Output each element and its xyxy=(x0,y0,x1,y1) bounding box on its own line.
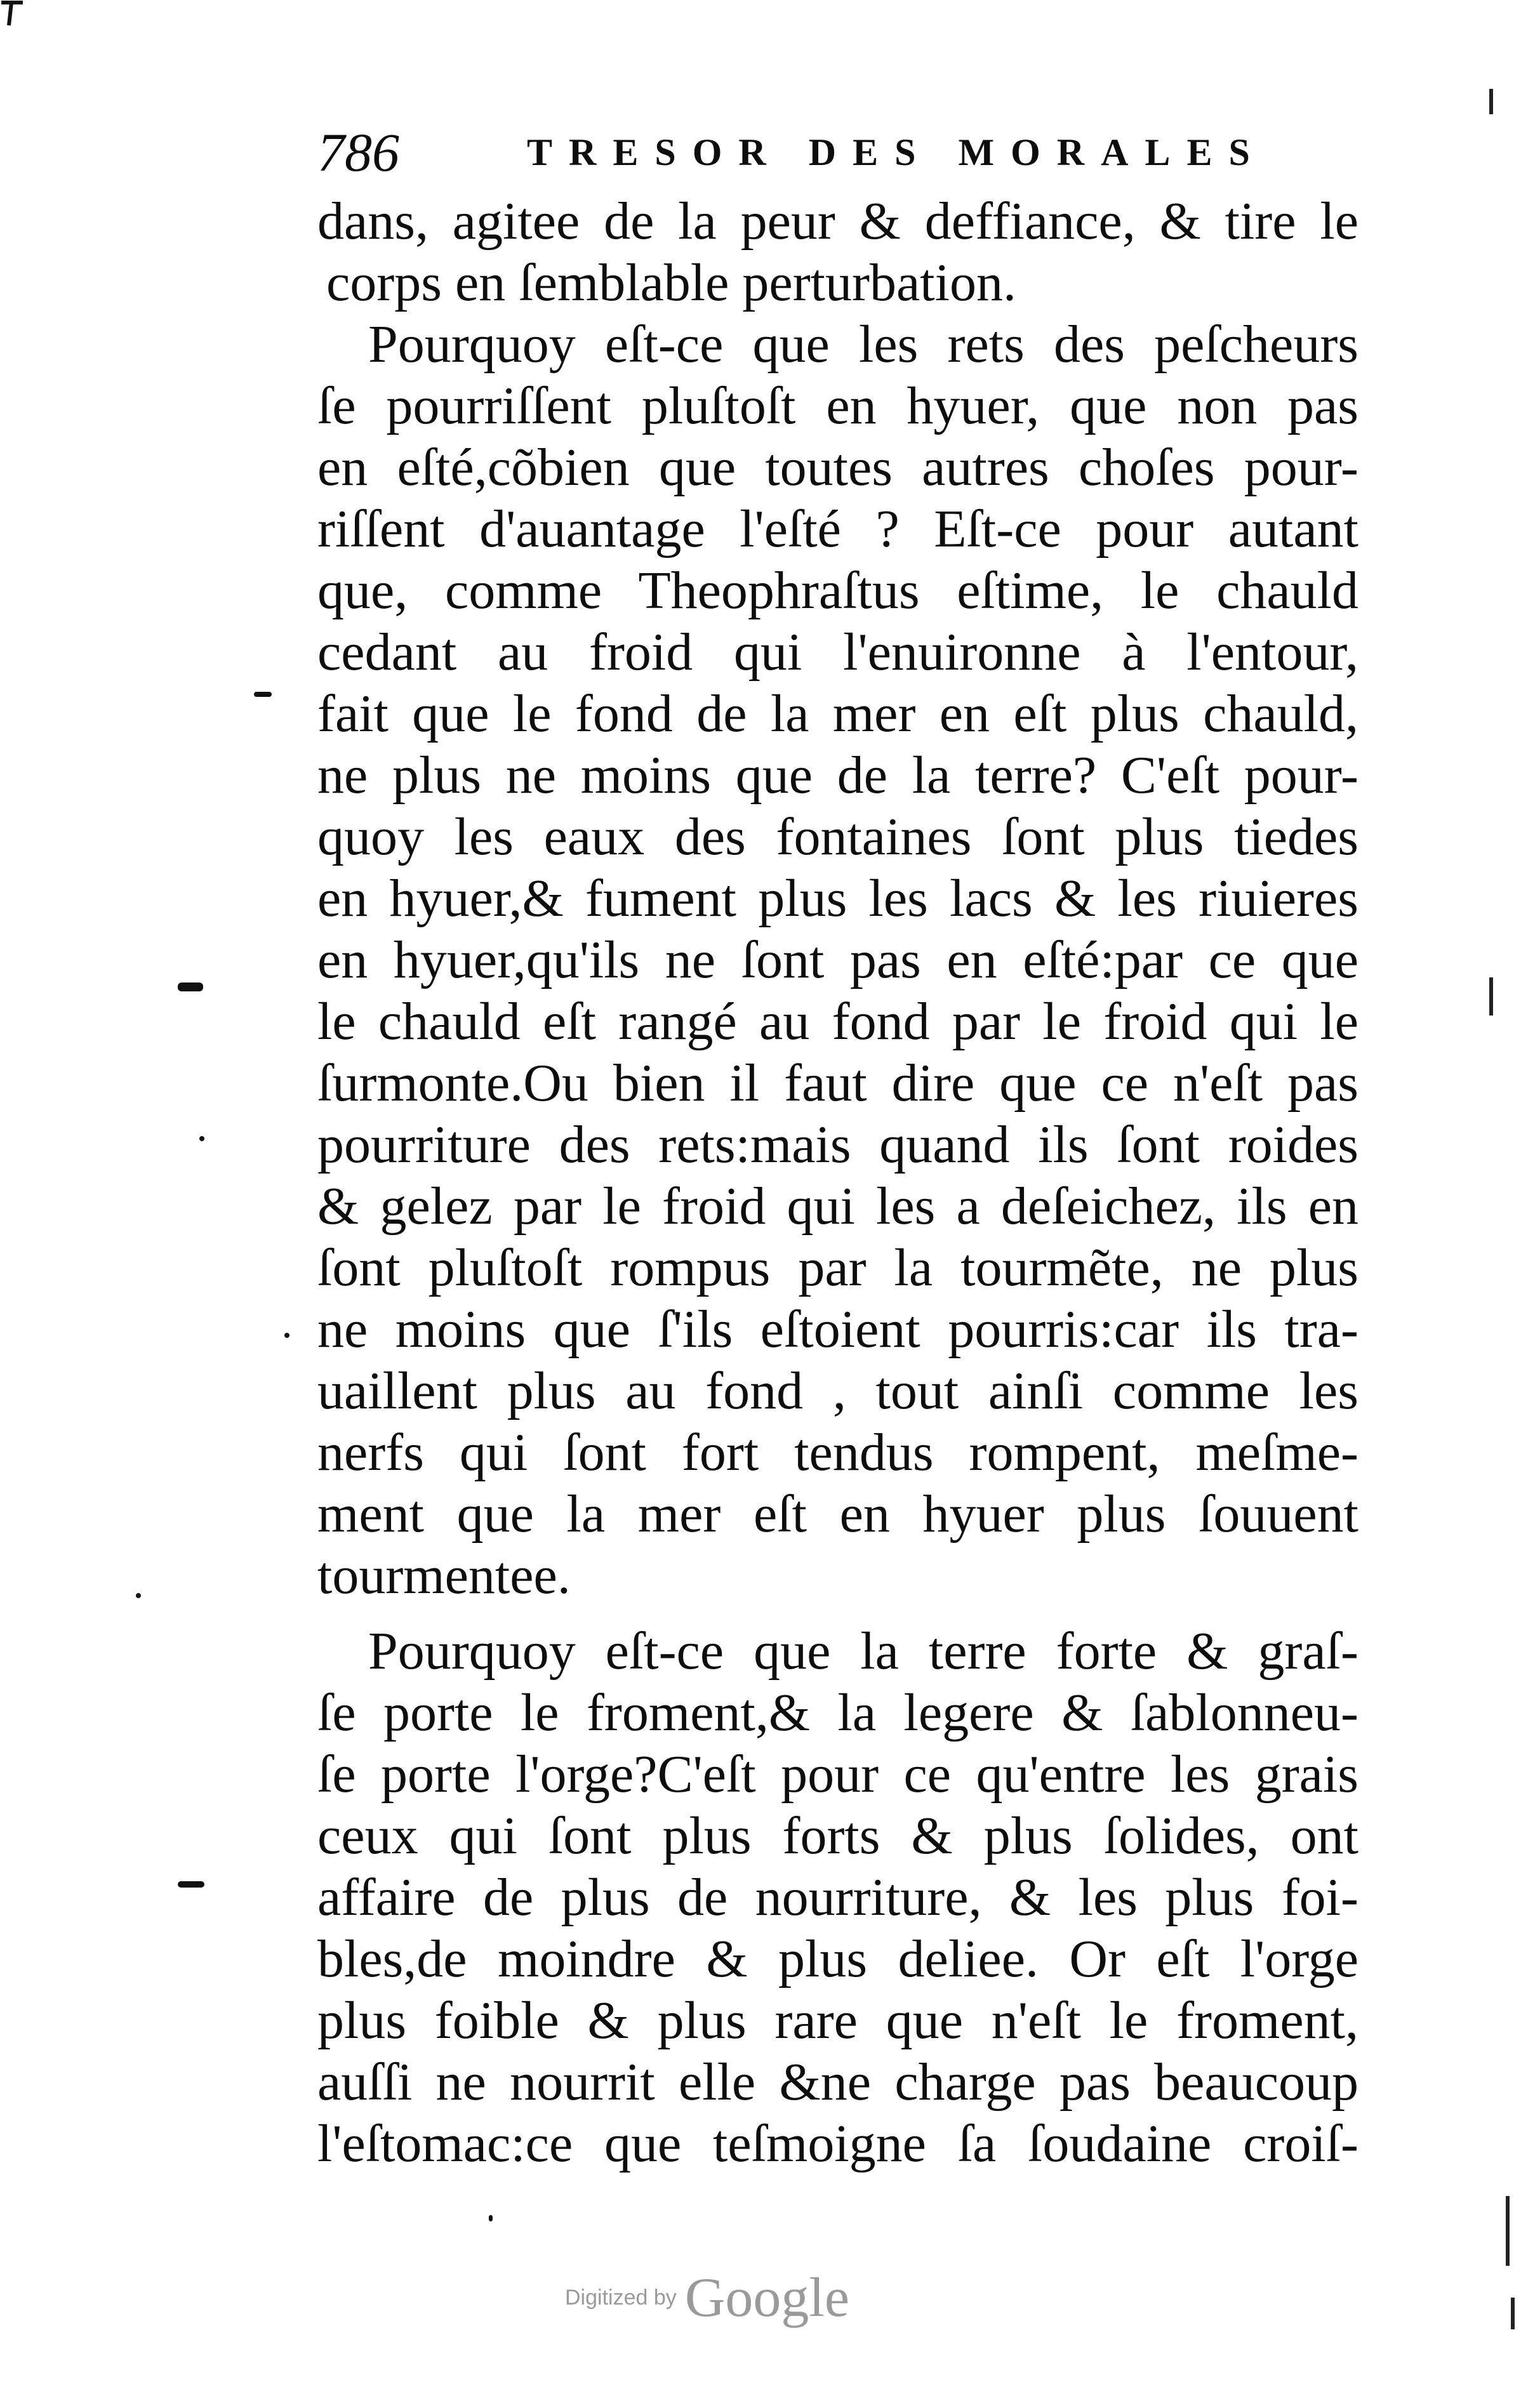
text-line: en hyuer,qu'ils ne ſont pas en eſté:par ce que xyxy=(317,930,1358,989)
edge-line-mark xyxy=(1506,2196,1510,2266)
text-line: ſont pluſtoſt rompus par la tourmẽte, ne plus xyxy=(317,1238,1358,1297)
text-line: ceux qui ſont plus forts & plus ſolides, ont xyxy=(317,1806,1358,1865)
body-text xyxy=(317,190,1358,2174)
text-line: ſe pourriſſent pluſtoſt en hyuer, que non pas xyxy=(317,376,1358,435)
edge-line-mark xyxy=(1489,89,1493,114)
text-line: bles,de moindre & plus deliee. Or eſt l'orge xyxy=(317,1929,1358,1988)
margin-dash-mark xyxy=(178,1881,204,1888)
text-line: fait que le fond de la mer en eſt plus chauld, xyxy=(317,684,1358,743)
text-line: plus foible & plus rare que n'eſt le froment, xyxy=(317,1991,1358,2050)
margin-dash-mark xyxy=(178,982,203,991)
margin-dot-mark xyxy=(136,1593,141,1598)
corner-glyph-icon xyxy=(0,0,25,38)
text-line: que, comme Theophraſtus eſtime, le chauld xyxy=(317,561,1358,620)
text-line: pourriture des rets:mais quand ils ſont roides xyxy=(317,1115,1358,1174)
paragraph-wheat-barley xyxy=(317,1620,1358,2174)
text-line: ſurmonte.Ou bien il faut dire que ce n'eſt pas xyxy=(317,1054,1358,1113)
edge-line-mark xyxy=(1511,2298,1515,2329)
text-line: l'eſtomac:ce que teſmoigne ſa ſoudaine croiſ- xyxy=(317,2114,1358,2173)
text-line: corps en ſemblable perturbation. xyxy=(326,253,1016,312)
margin-dot-mark xyxy=(489,2215,493,2221)
text-line: cedant au froid qui l'enuironne à l'entour, xyxy=(317,623,1358,682)
paragraph-fishing-nets xyxy=(317,314,1358,1606)
text-line: en hyuer,& fument plus les lacs & les riuieres xyxy=(317,869,1358,928)
text-line: en eſté,cõbien que toutes autres choſes pour- xyxy=(317,438,1358,497)
text-line: le chauld eſt rangé au fond par le froid qui le xyxy=(317,992,1358,1051)
text-line: uaillent plus au fond , tout ainſi comme les xyxy=(317,1361,1358,1420)
margin-dot-mark xyxy=(284,1333,289,1338)
text-line: riſſent d'auantage l'eſté ? Eſt-ce pour autant xyxy=(317,499,1358,559)
text-line: ne moins que ſ'ils eſtoient pourris:car ils tra- xyxy=(317,1300,1358,1359)
page-number: 786 xyxy=(317,122,399,183)
text-line: dans, agitee de la peur & deffiance, & tire le xyxy=(317,192,1358,251)
text-line: tourmentee. xyxy=(317,1546,571,1605)
text-line: & gelez par le froid qui les a deſeichez, ils en xyxy=(317,1177,1358,1236)
text-line: auſſi ne nourrit elle &ne charge pas beaucoup xyxy=(317,2053,1358,2112)
text-line: affaire de plus de nourriture, & les plus foi- xyxy=(317,1868,1358,1927)
edge-line-mark xyxy=(1489,977,1493,1015)
text-line: ſe porte le froment,& la legere & ſablonneu- xyxy=(317,1683,1358,1742)
watermark-prefix: Digitized by xyxy=(565,2286,677,2310)
text-line: Pourquoy eſt-ce que les rets des peſcheurs xyxy=(368,315,1358,374)
text-line: ſe porte l'orge?C'eſt pour ce qu'entre les grais xyxy=(317,1745,1358,1804)
text-line: ment que la mer eſt en hyuer plus ſouuent xyxy=(317,1485,1358,1544)
text-line: quoy les eaux des fontaines ſont plus tiedes xyxy=(317,807,1358,866)
margin-dash-mark xyxy=(254,692,272,697)
running-head: TRESOR DES MORALES xyxy=(527,131,1266,173)
page-header xyxy=(317,114,1358,190)
digitized-watermark xyxy=(565,2266,959,2336)
text-line: nerfs qui ſont fort tendus rompent, meſme- xyxy=(317,1423,1358,1482)
text-line: Pourquoy eſt-ce que la terre forte & graſ- xyxy=(368,1622,1358,1681)
text-line: ne plus ne moins que de la terre? C'eſt pour- xyxy=(317,746,1358,805)
watermark-logo: Google xyxy=(684,2267,849,2329)
margin-dot-mark xyxy=(199,1136,204,1141)
paragraph-gap xyxy=(317,1606,1358,1620)
corner-ink-mark xyxy=(0,0,25,46)
paragraph-continuation xyxy=(317,190,1358,314)
